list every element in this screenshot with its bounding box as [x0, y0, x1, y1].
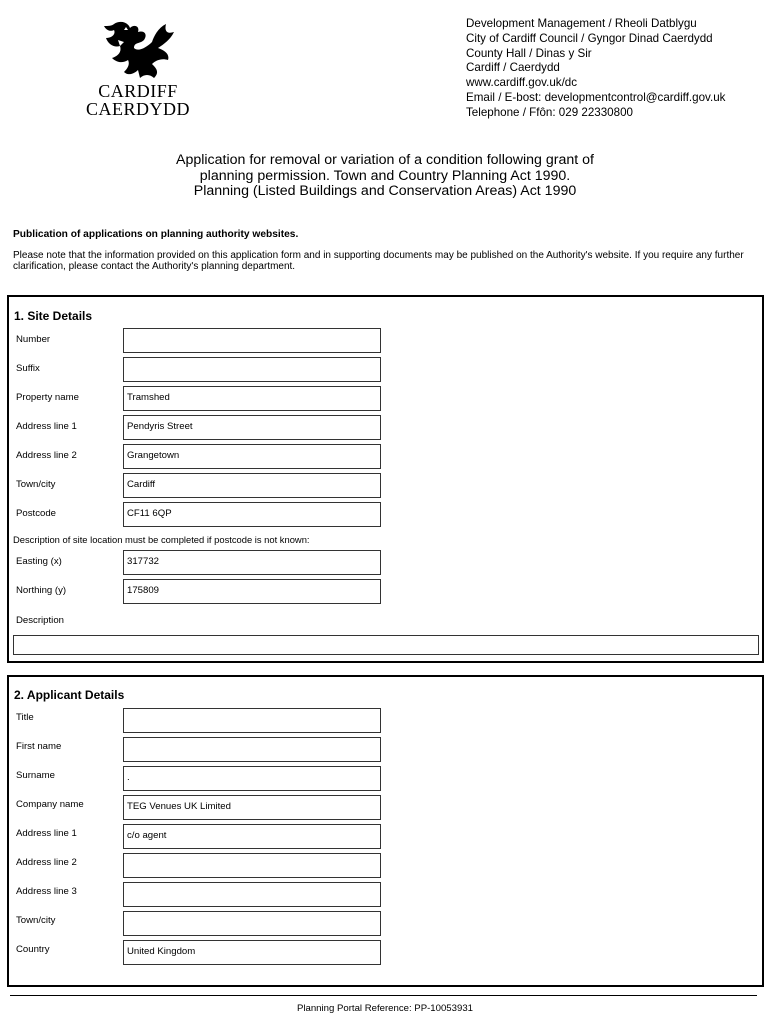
council-logo [78, 18, 198, 120]
welsh-dragon-icon [94, 18, 182, 82]
footer-divider [10, 995, 757, 996]
town-city-input[interactable]: Cardiff [123, 473, 381, 498]
section-title: 2. Applicant Details [14, 688, 125, 702]
planning-portal-reference: Planning Portal Reference: PP-10053931 [296, 1003, 473, 1014]
northing-input[interactable]: 175809 [123, 579, 381, 604]
form-title-line-3: Planning (Listed Buildings and Conservation Areas) Act 1990 [193, 183, 577, 199]
field-label: Address line 2 [16, 857, 77, 868]
field-label: Town/city [16, 915, 56, 926]
suffix-input[interactable] [123, 357, 381, 382]
field-label: Title [16, 712, 34, 723]
field-label: Town/city [16, 479, 56, 490]
field-label: Address line 3 [16, 886, 77, 897]
form-title-line-2: planning permission. Town and Country Planning Act 1990. [199, 167, 571, 184]
contact-telephone: Telephone / Ffôn: 029 22330800 [466, 105, 633, 119]
field-label: Country [16, 944, 50, 955]
field-label: Easting (x) [16, 556, 62, 567]
easting-input[interactable]: 317732 [123, 550, 381, 575]
form-title [0, 153, 770, 200]
property-name-input[interactable]: Tramshed [123, 386, 381, 411]
postcode-input[interactable]: CF11 6QP [123, 502, 381, 527]
form-title-line-1: Application for removal or variation of a condition following grant of [176, 152, 594, 168]
field-label: Address line 1 [16, 828, 77, 839]
logo-text-english: CARDIFF [98, 81, 178, 101]
contact-department: Development Management / Rheoli Datblygu [466, 17, 697, 30]
field-label: Address line 2 [16, 450, 77, 461]
contact-hall: County Hall / Dinas y Sir [466, 46, 592, 60]
field-label: Description [16, 615, 64, 626]
field-label: Surname [16, 770, 55, 781]
applicant-address-line-2-input[interactable] [123, 853, 381, 878]
contact-block [466, 17, 725, 121]
applicant-address-line-1-input[interactable]: c/o agent [123, 824, 381, 849]
field-label: First name [16, 741, 62, 752]
contact-email: Email / E-bost: developmentcontrol@cardiff.gov.uk [466, 90, 726, 104]
surname-input[interactable]: . [123, 766, 381, 791]
title-input[interactable] [123, 708, 381, 733]
contact-website: www.cardiff.gov.uk/dc [466, 76, 578, 90]
field-label: Property name [16, 392, 79, 403]
country-input[interactable]: United Kingdom [123, 940, 381, 965]
location-note: Description of site location must be completed if postcode is not known: [13, 534, 310, 545]
applicant-details-section [7, 675, 764, 987]
field-label: Northing (y) [16, 585, 67, 596]
first-name-input[interactable] [123, 737, 381, 762]
field-label: Suffix [16, 363, 40, 374]
address-line-2-input[interactable]: Grangetown [123, 444, 381, 469]
company-name-input[interactable]: TEG Venues UK Limited [123, 795, 381, 820]
section-title: 1. Site Details [14, 309, 93, 323]
contact-city: Cardiff / Caerdydd [466, 61, 560, 75]
applicant-town-city-input[interactable] [123, 911, 381, 936]
publication-text: Please note that the information provided on this application form and in supporting documents may be published on the Authority's website. If you require any further clarification, please contact the Authority's planning department. [13, 250, 744, 273]
logo-text-welsh: CAERDYDD [85, 99, 190, 119]
contact-council: City of Cardiff Council / Gyngor Dinad Caerdydd [466, 31, 713, 45]
address-line-1-input[interactable]: Pendyris Street [123, 415, 381, 440]
publication-heading: Publication of applications on planning authority websites. [13, 229, 299, 240]
site-details-section [7, 295, 764, 663]
field-label: Postcode [16, 508, 57, 519]
field-label: Number [16, 334, 51, 345]
field-label: Company name [16, 799, 84, 810]
number-input[interactable] [123, 328, 381, 353]
description-input[interactable] [13, 635, 759, 655]
field-label: Address line 1 [16, 421, 77, 432]
applicant-address-line-3-input[interactable] [123, 882, 381, 907]
